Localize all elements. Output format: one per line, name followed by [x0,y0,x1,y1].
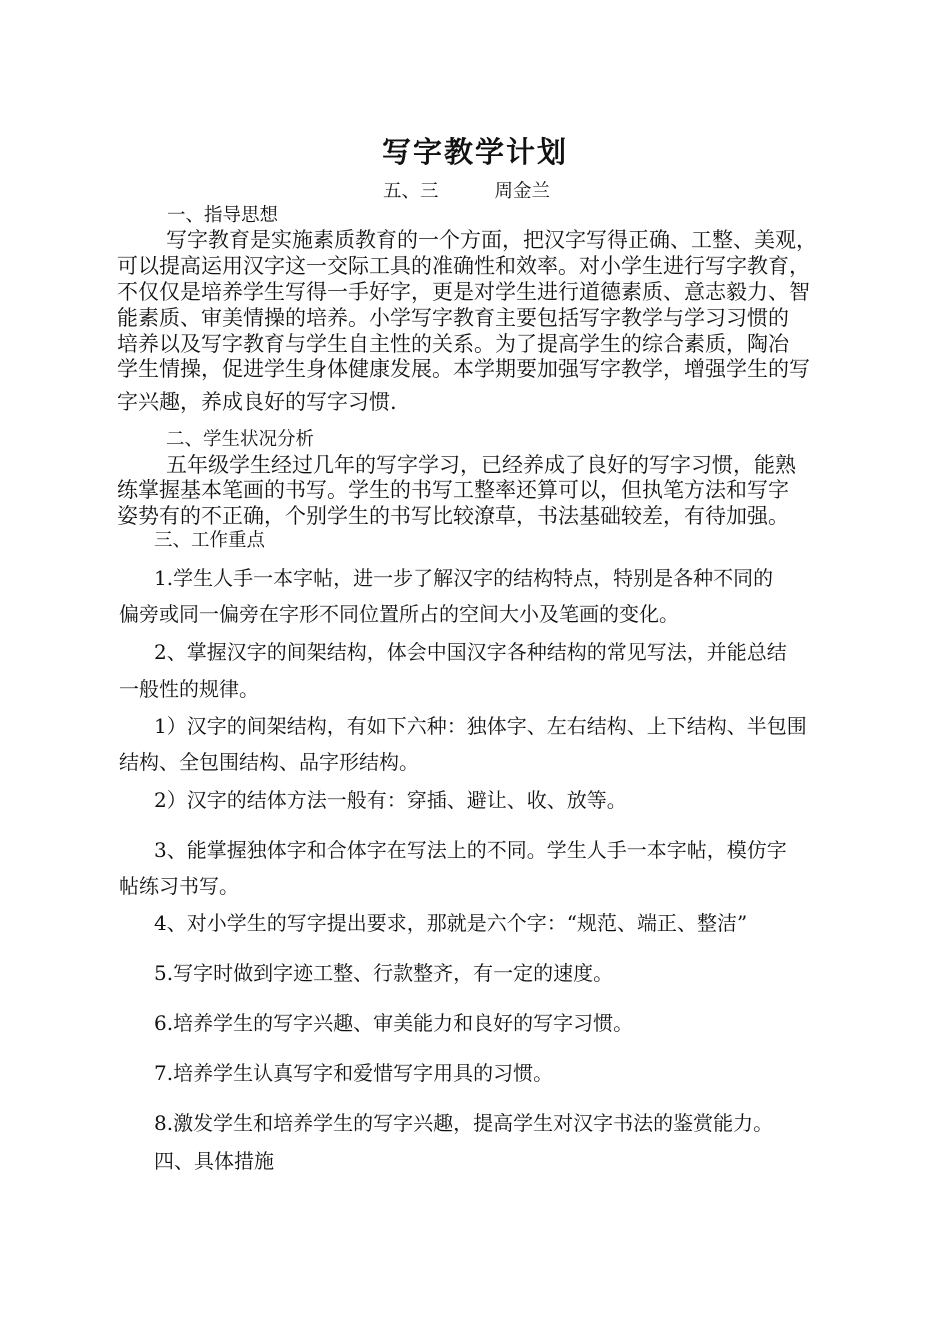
paragraph-line: 不仅仅是培养学生写得一手好字，更是对学生进行道德素质、意志毅力、智 [117,280,810,304]
section3-heading: 三、工作重点 [154,530,266,551]
list-item: 1.学生人手一本字帖，进一步了解汉字的结构特点，特别是各种不同的 [154,566,774,590]
section4-heading: 四、具体措施 [154,1149,274,1173]
class-label: 五、三 [383,181,439,202]
list-item: 1）汉字的间架结构，有如下六种：独体字、左右结构、上下结构、半包围 [154,714,807,738]
list-item: 3、能掌握独体字和合体字在写法上的不同。学生人手一本字帖，模仿字 [154,838,787,862]
list-item: 7.培养学生认真写字和爱惜写字用具的习惯。 [154,1061,554,1085]
paragraph-line: 姿势有的不正确，个别学生的书写比较潦草，书法基础较差，有待加强。 [117,504,789,528]
paragraph-line: 练掌握基本笔画的书写。学生的书写工整率还算可以，但执笔方法和写字 [117,478,789,502]
list-item-cont: 一般性的规律。 [119,677,259,701]
document-subtitle [383,177,550,203]
paragraph-line: 写字教育是实施素质教育的一个方面，把汉字写得正确、工整、美观， [166,228,817,252]
list-item-cont: 结构、全包围结构、品字形结构。 [119,750,419,774]
list-item: 2、掌握汉字的间架结构，体会中国汉字各种结构的常见写法，并能总结 [154,640,787,664]
section1-heading: 一、指导思想 [167,205,279,226]
paragraph-line: 五年级学生经过几年的写字学习，已经养成了良好的写字习惯，能熟 [166,453,796,477]
list-item: 5.写字时做到字迹工整、行款整齐，有一定的速度。 [154,961,614,985]
paragraph-line: 字兴趣，养成良好的写字习惯. [117,390,397,414]
list-item: 8.激发学生和培养学生的写字兴趣，提高学生对汉字书法的鉴赏能力。 [154,1111,774,1135]
paragraph-line: 能素质、审美情操的培养。小学写字教育主要包括写字教学与学习习惯的 [117,306,789,330]
paragraph-line: 学生情操，促进学生身体健康发展。本学期要加强写字教学，增强学生的写 [117,357,810,381]
list-item-cont: 帖练习书写。 [119,874,239,898]
paragraph-line: 可以提高运用汉字这一交际工具的准确性和效率。对小学生进行写字教育， [117,254,810,278]
paragraph-line: 培养以及写字教育与学生自主性的关系。为了提高学生的综合素质，陶冶 [117,332,789,356]
document-title: 写字教学计划 [381,135,568,169]
list-item: 6.培养学生的写字兴趣、审美能力和良好的写字习惯。 [154,1011,634,1035]
list-item: 2）汉字的结体方法一般有：穿插、避让、收、放等。 [154,788,627,812]
section2-heading: 二、学生状况分析 [166,429,315,450]
list-item-cont: 偏旁或同一偏旁在字形不同位置所占的空间大小及笔画的变化。 [119,602,679,626]
list-item: 4、对小学生的写字提出要求，那就是六个字：“规范、端正、整洁” [154,911,748,935]
author-name: 周金兰 [494,181,551,202]
